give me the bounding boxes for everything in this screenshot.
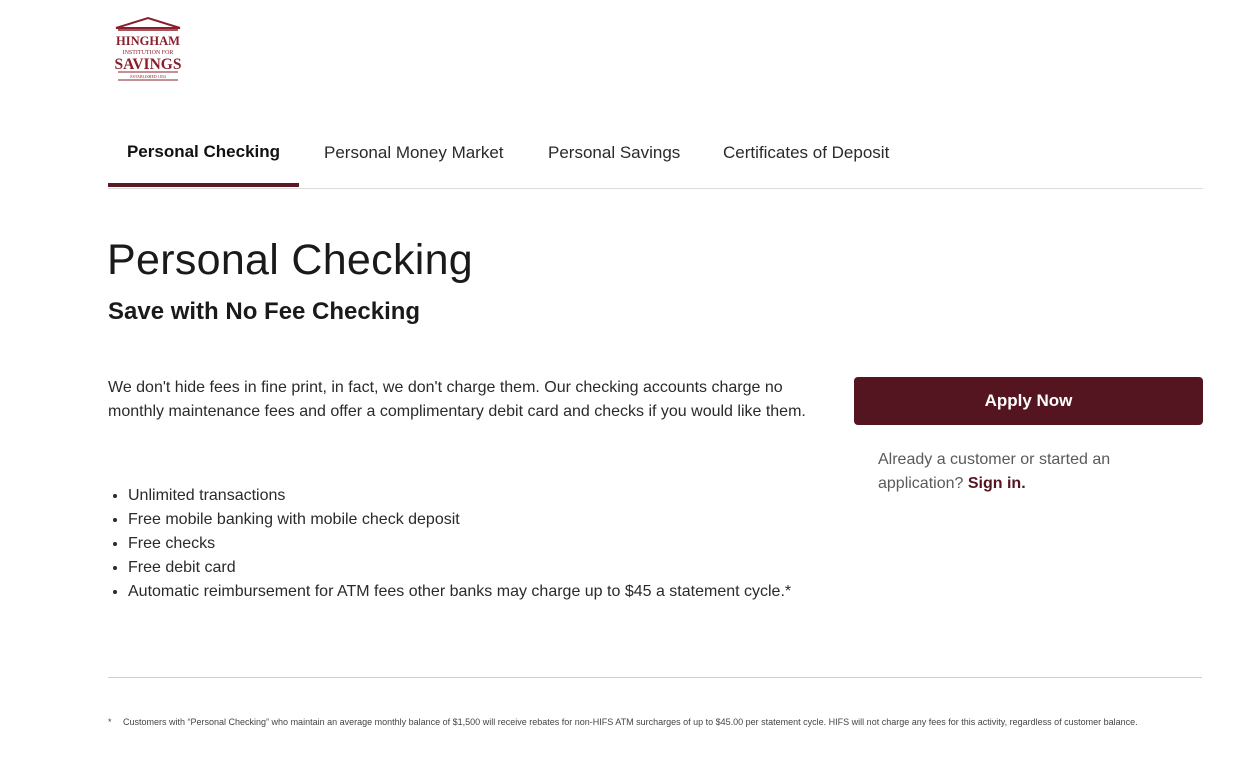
feature-list <box>108 484 791 604</box>
bank-logo[interactable] <box>114 16 182 82</box>
logo-line4: ESTABLISHED 1834 <box>130 74 166 79</box>
logo-graphic <box>114 16 182 82</box>
list-item: • Automatic reimbursement for ATM fees other banks may charge up to $45 a statement cycle.* <box>128 580 791 604</box>
tab-certificates-of-deposit[interactable]: Certificates of Deposit <box>723 143 890 162</box>
footnote-text: Customers with “Personal Checking” who maintain an average monthly balance of $1,500 will receive rebates for non-HIFS ATM surcharges of up to $45.00 per statement cycle. HIFS will not charge any fees for this activity, regardless of customer balance. <box>123 717 1138 727</box>
list-item: • Free debit card <box>128 556 791 580</box>
logo-line1: HINGHAM <box>116 34 180 48</box>
page-title: Personal Checking <box>107 236 474 284</box>
footnote-mark: * <box>108 717 112 727</box>
page-subtitle: Save with No Fee Checking <box>108 298 421 325</box>
signin-prompt <box>878 448 1178 496</box>
logo-line2: INSTITUTION FOR <box>122 50 174 56</box>
apply-now-button[interactable]: Apply Now <box>854 377 1203 425</box>
list-item: • Free checks <box>128 532 791 556</box>
footer-divider <box>108 677 1202 678</box>
list-item: • Unlimited transactions <box>128 484 791 508</box>
product-tabs <box>108 130 1203 189</box>
tab-personal-money-market[interactable]: Personal Money Market <box>324 143 504 162</box>
signin-link[interactable]: Sign in. <box>967 475 1026 492</box>
intro-paragraph: We don't hide fees in fine print, in fact, we don't charge them. Our checking accounts charge no monthly maintenance fees and offer a complimentary debit card and checks if you would like them. <box>108 379 806 420</box>
tab-personal-checking[interactable]: Personal Checking <box>108 130 299 187</box>
list-item: • Free mobile banking with mobile check deposit <box>128 508 791 532</box>
signin-prompt-text: Already a customer or started an application? <box>878 451 1111 492</box>
tab-personal-savings[interactable]: Personal Savings <box>548 143 681 162</box>
logo-line3: SAVINGS <box>114 56 182 73</box>
